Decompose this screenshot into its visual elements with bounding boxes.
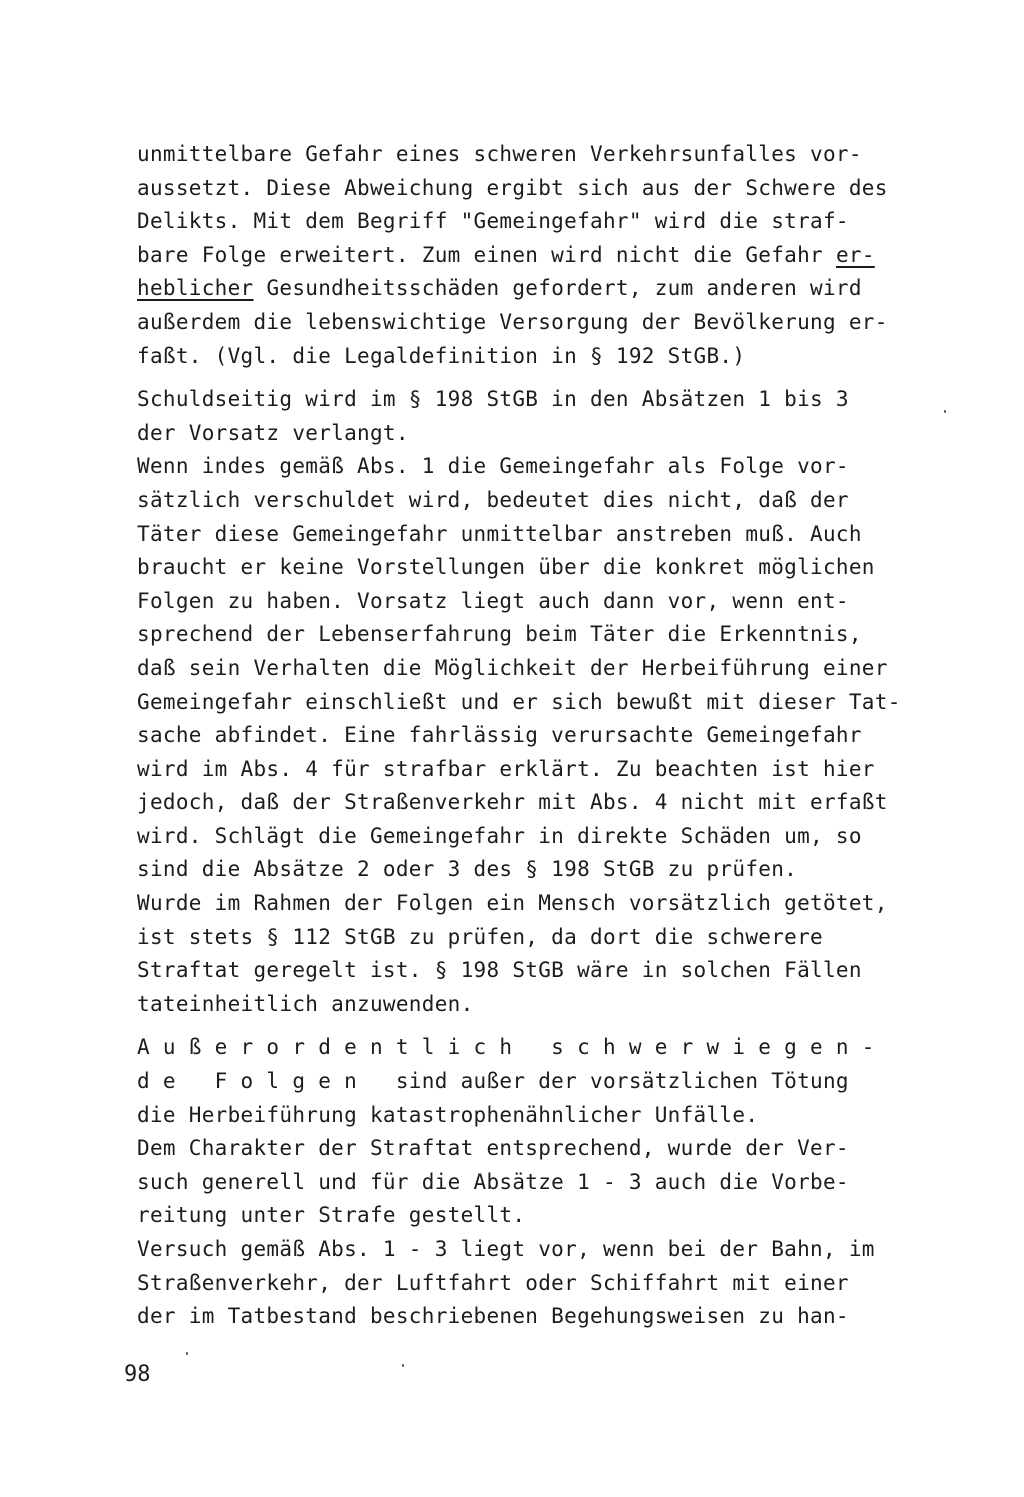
- body-text: [137, 138, 957, 1334]
- text-line: d e F o l g e n sind außer der vorsätzlichen Tötung: [137, 1069, 849, 1094]
- text-line: die Herbeiführung katastrophenähnlicher Unfälle.: [137, 1102, 759, 1127]
- text-line: wird im Abs. 4 für strafbar erklärt. Zu beachten ist hier: [137, 756, 875, 781]
- text-line: Wenn indes gemäß Abs. 1 die Gemeingefahr als Folge vor-: [137, 454, 849, 479]
- text-line: [137, 239, 957, 273]
- text-line: such generell und für die Absätze 1 - 3 auch die Vorbe-: [137, 1169, 849, 1194]
- text-line: tateinheitlich anzuwenden.: [137, 991, 474, 1016]
- paper-speck: [402, 1364, 404, 1367]
- text-line: der im Tatbestand beschriebenen Begehungsweisen zu han-: [137, 1304, 849, 1329]
- text-segment: bare Folge erweitert. Zum einen wird nicht die Gefahr: [137, 242, 836, 267]
- text-line: sind die Absätze 2 oder 3 des § 198 StGB zu prüfen.: [137, 857, 798, 882]
- paragraph-3: [137, 1031, 957, 1333]
- paragraph-2: [137, 383, 957, 1021]
- text-line: unmittelbare Gefahr eines schweren Verkehrsunfalles vor-: [137, 142, 862, 166]
- text-line: Folgen zu haben. Vorsatz liegt auch dann vor, wenn ent-: [137, 588, 849, 613]
- text-line: Straßenverkehr, der Luftfahrt oder Schiffahrt mit einer: [137, 1270, 849, 1295]
- text-segment: Gesundheitsschäden gefordert, zum anderen wird: [253, 276, 862, 301]
- text-line: Gemeingefahr einschließt und er sich bewußt mit dieser Tat-: [137, 689, 901, 714]
- page-number: 98: [124, 1362, 151, 1387]
- text-line: Schuldseitig wird im § 198 StGB in den Absätzen 1 bis 3: [137, 387, 849, 412]
- underlined-word: er-: [835, 242, 875, 267]
- text-line: sätzlich verschuldet wird, bedeutet dies nicht, daß der: [137, 487, 849, 512]
- text-line: sache abfindet. Eine fahrlässig verursachte Gemeingefahr: [137, 723, 862, 748]
- text-line: sprechend der Lebenserfahrung beim Täter die Erkenntnis,: [137, 622, 862, 647]
- text-line: [137, 272, 957, 306]
- text-line: der Vorsatz verlangt.: [137, 420, 409, 445]
- text-line: aussetzt. Diese Abweichung ergibt sich aus der Schwere des: [137, 175, 888, 200]
- text-line: Täter diese Gemeingefahr unmittelbar anstreben muß. Auch: [137, 521, 862, 546]
- paper-speck: [944, 410, 946, 413]
- text-line: außerdem die lebenswichtige Versorgung der Bevölkerung er-: [137, 309, 888, 334]
- text-line: Versuch gemäß Abs. 1 - 3 liegt vor, wenn bei der Bahn, im: [137, 1237, 875, 1261]
- paragraph-1: [137, 138, 957, 373]
- text-line: jedoch, daß der Straßenverkehr mit Abs. 4 nicht mit erfaßt: [137, 790, 888, 815]
- text-line: braucht er keine Vorstellungen über die konkret möglichen: [137, 555, 875, 580]
- text-line: Wurde im Rahmen der Folgen ein Mensch vorsätzlich getötet,: [137, 891, 888, 916]
- text-line: wird. Schlägt die Gemeingefahr in direkte Schäden um, so: [137, 823, 862, 848]
- underlined-word: heblicher: [137, 276, 254, 301]
- text-line: faßt. (Vgl. die Legaldefinition in § 192 StGB.): [137, 343, 746, 368]
- text-line: daß sein Verhalten die Möglichkeit der Herbeiführung einer: [137, 655, 888, 680]
- text-line: Delikts. Mit dem Begriff "Gemeingefahr" wird die straf-: [137, 209, 849, 234]
- text-line: Dem Charakter der Straftat entsprechend, wurde der Ver-: [137, 1136, 849, 1161]
- text-line: ist stets § 112 StGB zu prüfen, da dort die schwerere: [137, 924, 823, 949]
- paper-speck: [186, 1352, 188, 1355]
- text-line: reitung unter Strafe gestellt.: [137, 1203, 526, 1228]
- text-line: A u ß e r o r d e n t l i c h s c h w e r w i e g e n -: [137, 1035, 875, 1060]
- text-line: Straftat geregelt ist. § 198 StGB wäre in solchen Fällen: [137, 958, 862, 983]
